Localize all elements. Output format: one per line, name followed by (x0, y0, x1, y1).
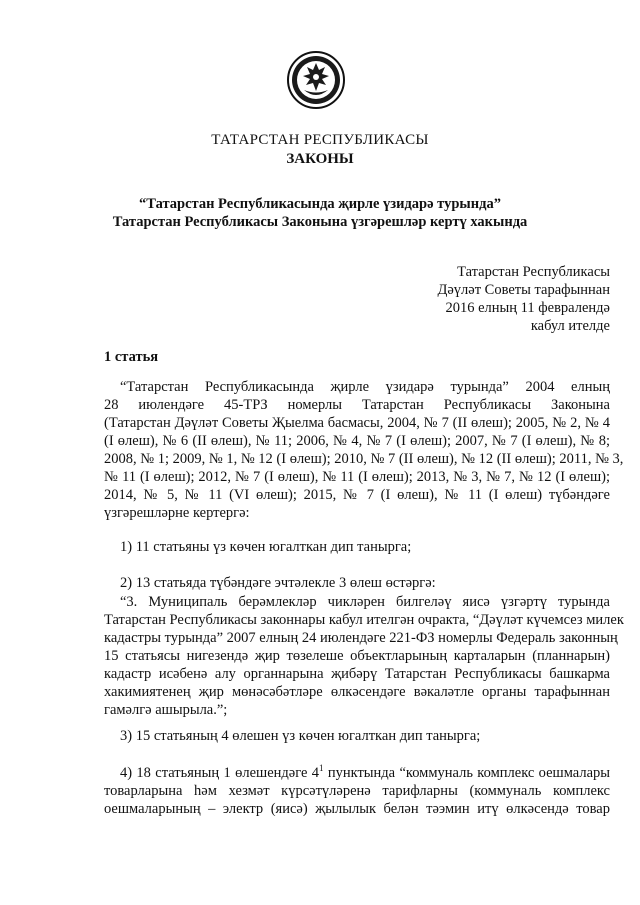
law-heading: ЗАКОНЫ (286, 151, 354, 167)
text-line: “Татарстан Республикасында җирле үзидарә турында” 2004 елның (120, 379, 610, 395)
text-line: кадастр исәбенә алу органнарына җибәрү Татарстан Республикасы башкарма (104, 666, 610, 682)
text-line: үзгәрешләрне кертергә: (104, 505, 250, 521)
item-3: 3) 15 статьяның 4 өлешен үз көчен югалткан дип танырга; (120, 728, 481, 744)
adoption-note (437, 263, 610, 335)
text-line: (I өлеш), № 6 (II өлеш), № 11; 2006, № 4, № 7 (I өлеш); 2007, № 7 (I өлеш), № 8; (104, 433, 610, 449)
item-4-text (104, 764, 610, 818)
text-line: оешмаларының – электр (яисә) җылылык белән тәэмин итү өлкәсендә товар (104, 801, 610, 817)
text-line: хакимиятенең җир мөнәсәбәтләре өлкәсендәге вәкаләтле органы тарафыннан (104, 684, 610, 700)
text-line: “3. Муниципаль берәмлекләр чикләрен билгеләү яисә үзгәртү турында (120, 594, 610, 610)
text-line: Татарстан Республикасы законнары кабул ителгән очракта, “Дәүләт күчемсез милек (104, 612, 624, 628)
republic-heading: ТАТАРСТАН РЕСПУБЛИКАСЫ (211, 132, 429, 148)
adoption-line: кабул ителде (530, 318, 610, 334)
item-2: 2) 13 статьяда түбәндәге эчтәлекле 3 өлеш өстәргә: (120, 575, 436, 591)
law-title-line-2: Татарстан Республикасы Законына үзгәрешләр кертү хакында (112, 214, 528, 230)
text-line: 2008, № 1; 2009, № 1, № 12 (I өлеш); 2010, № 7 (II өлеш), № 12 (II өлеш); 2011, № 3, (104, 451, 624, 467)
text-line: 2014, № 5, № 11 (VI өлеш); 2015, № 7 (I өлеш), № 11 (I өлеш) түбәндәге (104, 487, 610, 503)
law-title-line-1: “Татарстан Республикасында җирле үзидарә турында” (139, 196, 501, 212)
adoption-line: Дәүләт Советы тарафыннан (437, 282, 610, 298)
item-1: 1) 11 статьяны үз көчен югалткан дип танырга; (120, 539, 412, 555)
text-line: 28 июлендәге 45-ТРЗ номерлы Татарстан Республикасы Законына (104, 397, 610, 413)
adoption-line: 2016 елның 11 февралендә (445, 300, 610, 316)
item-4-superscript: 1 (319, 763, 324, 774)
text-line (104, 764, 610, 782)
item-4-start: 4) 18 статьяның 1 өлешендәге 4 (120, 765, 319, 781)
adoption-line: Татарстан Республикасы (457, 264, 610, 280)
tatarstan-emblem-icon (286, 50, 346, 110)
text-line: № 11 (I өлеш); 2012, № 7 (I өлеш), № 11 (I өлеш); 2013, № 3, № 7, № 12 (I өлеш); (104, 469, 610, 485)
text-line: товарларына һәм хезмәт күрсәтүләренә тарифларны (коммуналь комплекс (104, 783, 610, 799)
text-line: гамәлгә ашырыла.”; (104, 702, 228, 718)
article-heading: 1 статья (104, 349, 159, 365)
item-4-rest: пунктында “коммуналь комплекс оешмалары (323, 765, 610, 781)
text-line: кадастры турында” 2007 елның 24 июлендәге 221-ФЗ номерлы Федераль законның (104, 630, 618, 646)
item-2-text (104, 593, 624, 719)
text-line: (Татарстан Дәүләт Советы Җыелма басмасы, 2004, № 7 (II өлеш); 2005, № 2, № 4 (104, 415, 610, 431)
text-line: 15 статьясы нигезендә җир төзелеше объектларының карталарын (планнарын) (104, 648, 610, 664)
article-intro-paragraph (104, 378, 624, 522)
